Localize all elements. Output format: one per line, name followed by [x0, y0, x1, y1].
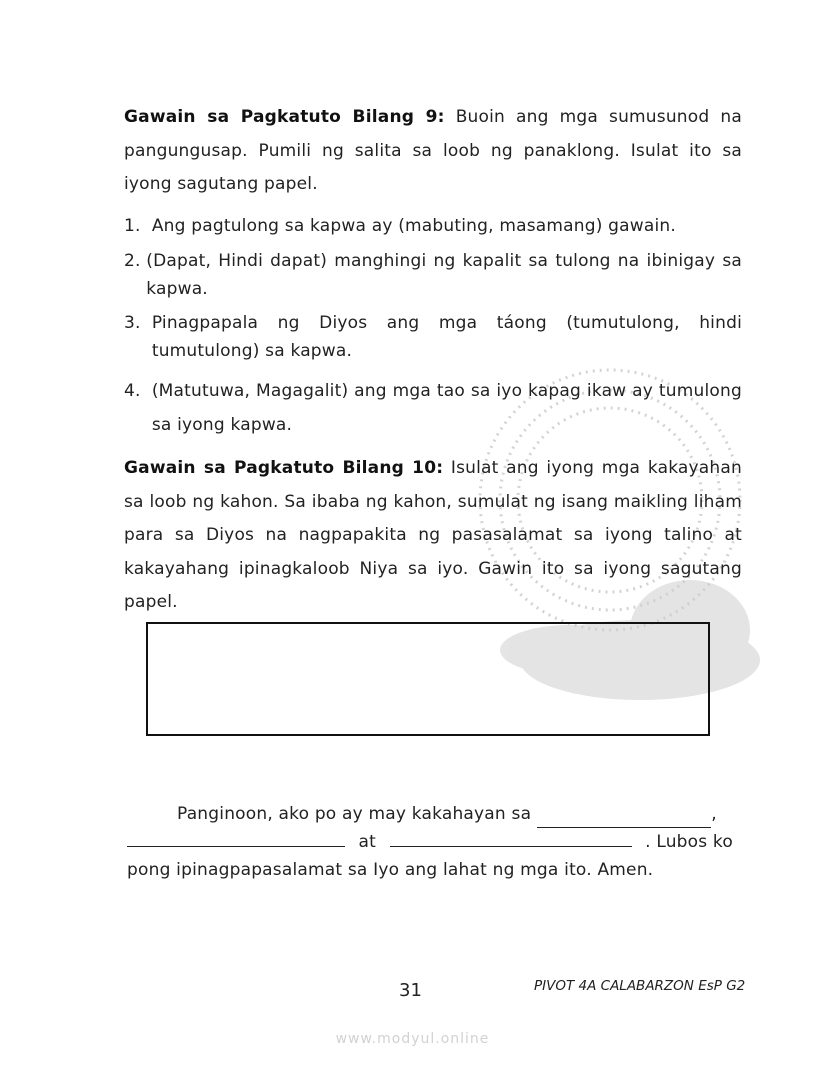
list-item: [124, 309, 742, 365]
page-number: 31: [399, 980, 422, 1001]
list-item: [124, 247, 742, 303]
letter-and: at: [358, 832, 377, 852]
list-item: [124, 212, 742, 240]
fill-in-blank: [390, 828, 632, 847]
item-number: 3.: [124, 313, 152, 333]
thank-you-letter: [127, 800, 733, 884]
letter-line-2-end: . Lubos ko: [645, 832, 733, 852]
fill-in-blank: [537, 809, 711, 828]
item-number: 1.: [124, 216, 152, 236]
activity-9-paragraph: [124, 101, 742, 202]
letter-line-3-text: pong ipinagpapasalamat sa Iyo ang lahat ng mga ito. Amen.: [127, 860, 654, 880]
activity-9-heading: Gawain sa Pagkatuto Bilang 9:: [124, 107, 445, 127]
fill-in-blank: [127, 828, 345, 847]
letter-line-1: [127, 800, 733, 828]
item-number: 4.: [124, 381, 152, 401]
letter-line-2: [127, 828, 733, 856]
item-text: (Matutuwa, Magagalit) ang mga tao sa iyo kapag ikaw ay tumulong sa iyong kapwa.: [151, 381, 742, 435]
item-text: Ang pagtulong sa kapwa ay (mabuting, masamang) gawain.: [151, 216, 676, 236]
letter-line-1-text: Panginoon, ako po ay may kakahayan sa: [177, 804, 532, 824]
activity-9-instruction: Buoin ang mga sumusunod na pangungusap. Pumili ng salita sa loob ng panaklong. Isulat ito sa iyong sagutang papel.: [124, 107, 742, 194]
item-text: (Dapat, Hindi dapat) manghingi ng kapalit sa tulong na ibinigay sa kapwa.: [146, 251, 742, 299]
letter-comma: ,: [711, 804, 717, 824]
list-item: [124, 375, 742, 442]
activity-10-heading: Gawain sa Pagkatuto Bilang 10:: [124, 458, 444, 478]
activity-10-paragraph: [124, 452, 742, 620]
item-text: Pinagpapala ng Diyos ang mga táong (tumutulong, hindi tumutulong) sa kapwa.: [151, 313, 742, 361]
footer-title: PIVOT 4A CALABARZON EsP G2: [534, 978, 746, 994]
activity-10-instruction: Isulat ang iyong mga kakayahan sa loob ng kahon. Sa ibaba ng kahon, sumulat ng isang maikling liham para sa Diyos na nagpapakita ng pasasalamat sa iyong talino at kakayahang ipinagkaloob Niya sa iyo. Gawin ito sa iyong sagutang papel.: [124, 458, 742, 612]
answer-box: [146, 622, 710, 736]
item-number: 2.: [124, 251, 147, 271]
site-watermark: www.modyul.online: [335, 1031, 490, 1047]
letter-line-3: [127, 856, 733, 884]
